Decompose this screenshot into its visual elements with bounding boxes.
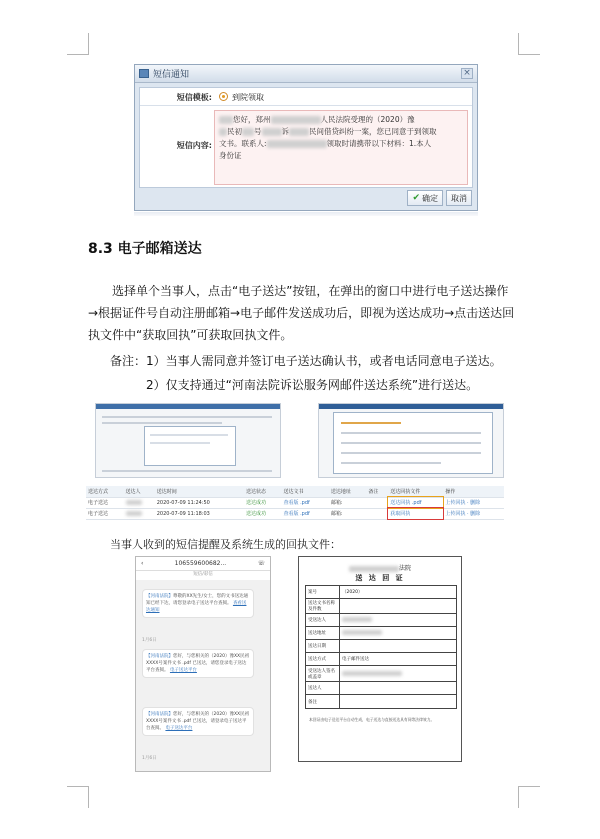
mini-line bbox=[341, 422, 401, 424]
receipt-cell: 备注 bbox=[306, 695, 340, 709]
receipt-cell bbox=[340, 682, 457, 695]
cell bbox=[366, 508, 388, 519]
col-header: 送达地址 bbox=[329, 486, 367, 497]
note-2: 2）仅支持通过“河南法院诉讼服务网邮件送达系统”进行送达。 bbox=[146, 378, 479, 392]
cell: 2020-07-09 11:18:03 bbox=[155, 508, 244, 519]
mini-line bbox=[102, 416, 272, 418]
dialog-title: 短信通知 bbox=[153, 70, 190, 80]
sms-link[interactable]: 查看送达通知 bbox=[146, 601, 247, 613]
receipt-cell bbox=[340, 666, 457, 682]
sms-bubble bbox=[142, 589, 254, 618]
mini-line bbox=[341, 442, 481, 444]
table-row bbox=[86, 497, 504, 508]
receipt-row bbox=[306, 666, 457, 682]
dialog-body bbox=[139, 87, 473, 188]
template-label: 短信模板: bbox=[176, 93, 212, 102]
receipt-row bbox=[306, 614, 457, 627]
crop-mark-bottom-left bbox=[67, 786, 89, 808]
sms-time: 1月6日 bbox=[142, 756, 157, 761]
sender-number: 106559600682... bbox=[174, 560, 227, 567]
sms-time: 1月6日 bbox=[142, 638, 157, 643]
screenshot-email-delivery-form bbox=[318, 403, 504, 478]
template-value: 到院领取 bbox=[232, 93, 264, 102]
receipt-court-text: 法院 bbox=[398, 565, 411, 572]
delivery-records-table bbox=[86, 486, 504, 520]
receipt-footer: 本回证由电子送达平台自动生成，电子送达与直接送达具有同等法律效力。 bbox=[309, 717, 435, 722]
section-heading: 8.3 电子邮箱送达 bbox=[88, 241, 202, 257]
note-1: 备注：1）当事人需同意并签订电子送达确认书，或者电话同意电子送达。 bbox=[110, 354, 502, 368]
receipt-row bbox=[306, 695, 457, 709]
close-icon[interactable]: × bbox=[461, 68, 473, 79]
receipt-cell: 送达方式 bbox=[306, 653, 340, 666]
redacted bbox=[126, 511, 142, 516]
phone-header bbox=[136, 557, 270, 571]
sms-body: 您好，与您相关的（2020）豫XX民初XXXX号案件文书 .pdf 已送达，请您登录电子送达平台查阅。 bbox=[146, 654, 250, 673]
sms-tag: 【河南法院】 bbox=[146, 712, 173, 717]
redacted bbox=[289, 128, 309, 136]
mini-titlebar bbox=[319, 404, 503, 409]
sms-bubble bbox=[142, 649, 254, 678]
receipt-cell: 送达文书名称及件数 bbox=[306, 599, 340, 614]
screenshot-delivery-list bbox=[95, 403, 281, 478]
template-row bbox=[140, 88, 472, 106]
phone-sms-screenshot bbox=[135, 556, 271, 772]
cell-actions[interactable]: 上传回执 · 删除 bbox=[443, 508, 504, 519]
crop-mark-bottom-right bbox=[518, 786, 540, 808]
cell bbox=[124, 508, 155, 519]
receipt-cell: 案号 bbox=[306, 586, 340, 599]
redacted bbox=[262, 128, 282, 136]
sms-text: 文书。联系人: bbox=[219, 139, 267, 148]
receipt-court bbox=[299, 563, 461, 572]
cell bbox=[124, 497, 155, 508]
redacted bbox=[219, 116, 233, 124]
receipt-row bbox=[306, 627, 457, 640]
sms-tag: 【河南法院】 bbox=[146, 654, 173, 659]
col-header: 送达时间 bbox=[155, 486, 244, 497]
sms-text: 民初 bbox=[227, 127, 242, 136]
redacted bbox=[219, 128, 227, 136]
dialog-buttons bbox=[407, 190, 472, 206]
sms-text: 人民法院受理的（2020）豫 bbox=[320, 115, 415, 124]
check-icon: ✔ bbox=[412, 193, 420, 203]
receipt-table bbox=[305, 585, 457, 709]
cell-status: 送达成功 bbox=[244, 497, 282, 508]
sms-notice-dialog bbox=[134, 64, 478, 211]
mini-line bbox=[341, 462, 441, 464]
mini-line bbox=[341, 452, 481, 454]
receipt-row bbox=[306, 682, 457, 695]
col-header: 操作 bbox=[443, 486, 504, 497]
cell-status: 送达成功 bbox=[244, 508, 282, 519]
sms-content-box[interactable] bbox=[214, 110, 468, 185]
mini-line bbox=[341, 432, 481, 434]
receipt-cell: 送达人 bbox=[306, 682, 340, 695]
sms-link[interactable]: 电子送达平台 bbox=[169, 668, 197, 673]
sms-body: 尊敬的XX先生/女士，您的文书送达通知已经下达，请您登录电子送达平台查阅。 bbox=[146, 594, 249, 606]
cropped-toolbar-strip bbox=[134, 212, 478, 216]
sms-text: 诉 bbox=[281, 127, 289, 136]
cell: 电子送达 bbox=[86, 508, 124, 519]
redacted bbox=[242, 128, 254, 136]
redacted bbox=[342, 671, 402, 676]
confirm-button[interactable] bbox=[407, 190, 443, 206]
receipt-row bbox=[306, 599, 457, 614]
receipt-title: 送 达 回 证 bbox=[355, 574, 405, 582]
table-row bbox=[86, 508, 504, 519]
receipt-cell bbox=[340, 627, 457, 640]
col-header: 送达状态 bbox=[244, 486, 282, 497]
dialog-titlebar bbox=[135, 65, 477, 83]
crop-mark-top-right bbox=[518, 33, 540, 55]
instruction-paragraph: 选择单个当事人，点击“电子送达”按钮，在弹出的窗口中进行电子送达操作→根据证件号自动注册邮箱→电子邮件发送成功后，即视为送达成功→点击送达回执文件中“获取回执”可获取回执文件。 bbox=[88, 284, 515, 342]
get-receipt-link[interactable]: 获取回执 bbox=[388, 508, 443, 519]
sms-link[interactable]: 电子送达平台 bbox=[165, 726, 193, 731]
col-header: 送达回执文件 bbox=[388, 486, 443, 497]
table-header-row bbox=[86, 486, 504, 497]
receipt-cell: 送达地址 bbox=[306, 627, 340, 640]
redacted bbox=[342, 630, 382, 635]
redacted bbox=[267, 140, 327, 148]
delivery-receipt-document bbox=[298, 556, 462, 762]
col-header: 备注 bbox=[366, 486, 388, 497]
sms-tag: 【河南法院】 bbox=[146, 594, 173, 599]
receipt-cell: （2020） bbox=[340, 586, 457, 599]
cell-document-link[interactable]: 查看版 .pdf bbox=[281, 497, 328, 508]
col-header: 送达方式 bbox=[86, 486, 124, 497]
cell bbox=[366, 497, 388, 508]
cancel-label: 取消 bbox=[451, 193, 467, 203]
phone-call-icon: ☏ bbox=[257, 560, 265, 567]
receipt-row bbox=[306, 586, 457, 599]
figure-caption: 当事人收到的短信提醒及系统生成的回执文件： bbox=[110, 538, 341, 551]
receipt-cell: 受送达人签名或盖章 bbox=[306, 666, 340, 682]
redacted bbox=[126, 500, 142, 505]
receipt-cell bbox=[340, 640, 457, 653]
cell: 电子送达 bbox=[86, 497, 124, 508]
mini-line bbox=[102, 470, 272, 472]
cell: 邮箱: bbox=[329, 497, 367, 508]
cell-document-link[interactable]: 查看版 .pdf bbox=[281, 508, 328, 519]
redacted bbox=[271, 116, 321, 124]
content-label: 短信内容: bbox=[176, 141, 212, 150]
sms-text: 民间借贷纠纷一案，您已同意于到领取 bbox=[309, 127, 437, 136]
receipt-row bbox=[306, 653, 457, 666]
back-icon: ‹ bbox=[141, 560, 144, 567]
sms-text: 身份证 bbox=[219, 151, 242, 160]
col-header: 送达文书 bbox=[281, 486, 328, 497]
mini-line bbox=[150, 442, 210, 444]
sms-bubble bbox=[142, 707, 254, 736]
sms-text: 您好，郑州 bbox=[233, 115, 271, 124]
cell-receipt-file[interactable]: 送达回执 .pdf bbox=[388, 497, 443, 508]
template-radio[interactable] bbox=[219, 92, 228, 101]
sms-text: 领取时请携带以下材料：1.本人 bbox=[326, 139, 432, 148]
receipt-cell: 送达日期 bbox=[306, 640, 340, 653]
crop-mark-top-left bbox=[67, 33, 89, 55]
receipt-cell bbox=[340, 614, 457, 627]
redacted bbox=[342, 617, 372, 622]
cancel-button[interactable] bbox=[446, 190, 472, 206]
mini-popup bbox=[144, 426, 236, 466]
app-icon bbox=[139, 69, 149, 78]
cell: 邮箱: bbox=[329, 508, 367, 519]
receipt-row bbox=[306, 640, 457, 653]
sms-text: 号 bbox=[254, 127, 262, 136]
redacted bbox=[349, 566, 399, 572]
receipt-cell: 受送达人 bbox=[306, 614, 340, 627]
mini-titlebar bbox=[96, 404, 280, 409]
cell: 2020-07-09 11:24:50 bbox=[155, 497, 244, 508]
mini-line bbox=[102, 422, 222, 424]
mini-line bbox=[150, 434, 228, 436]
phone-subtitle: 短信/彩信 bbox=[136, 571, 270, 580]
receipt-cell: 电子邮件送达 bbox=[340, 653, 457, 666]
confirm-label: 确定 bbox=[422, 193, 438, 203]
receipt-cell bbox=[340, 599, 457, 614]
cell-actions[interactable]: 上传回执 · 删除 bbox=[443, 497, 504, 508]
col-header: 送达人 bbox=[124, 486, 155, 497]
receipt-cell bbox=[340, 695, 457, 709]
sms-body: 您好，与您相关的（2020）豫XX民初XXXX号案件文书 .pdf 已送达，请登录电子送达平台查阅。 bbox=[146, 712, 250, 731]
